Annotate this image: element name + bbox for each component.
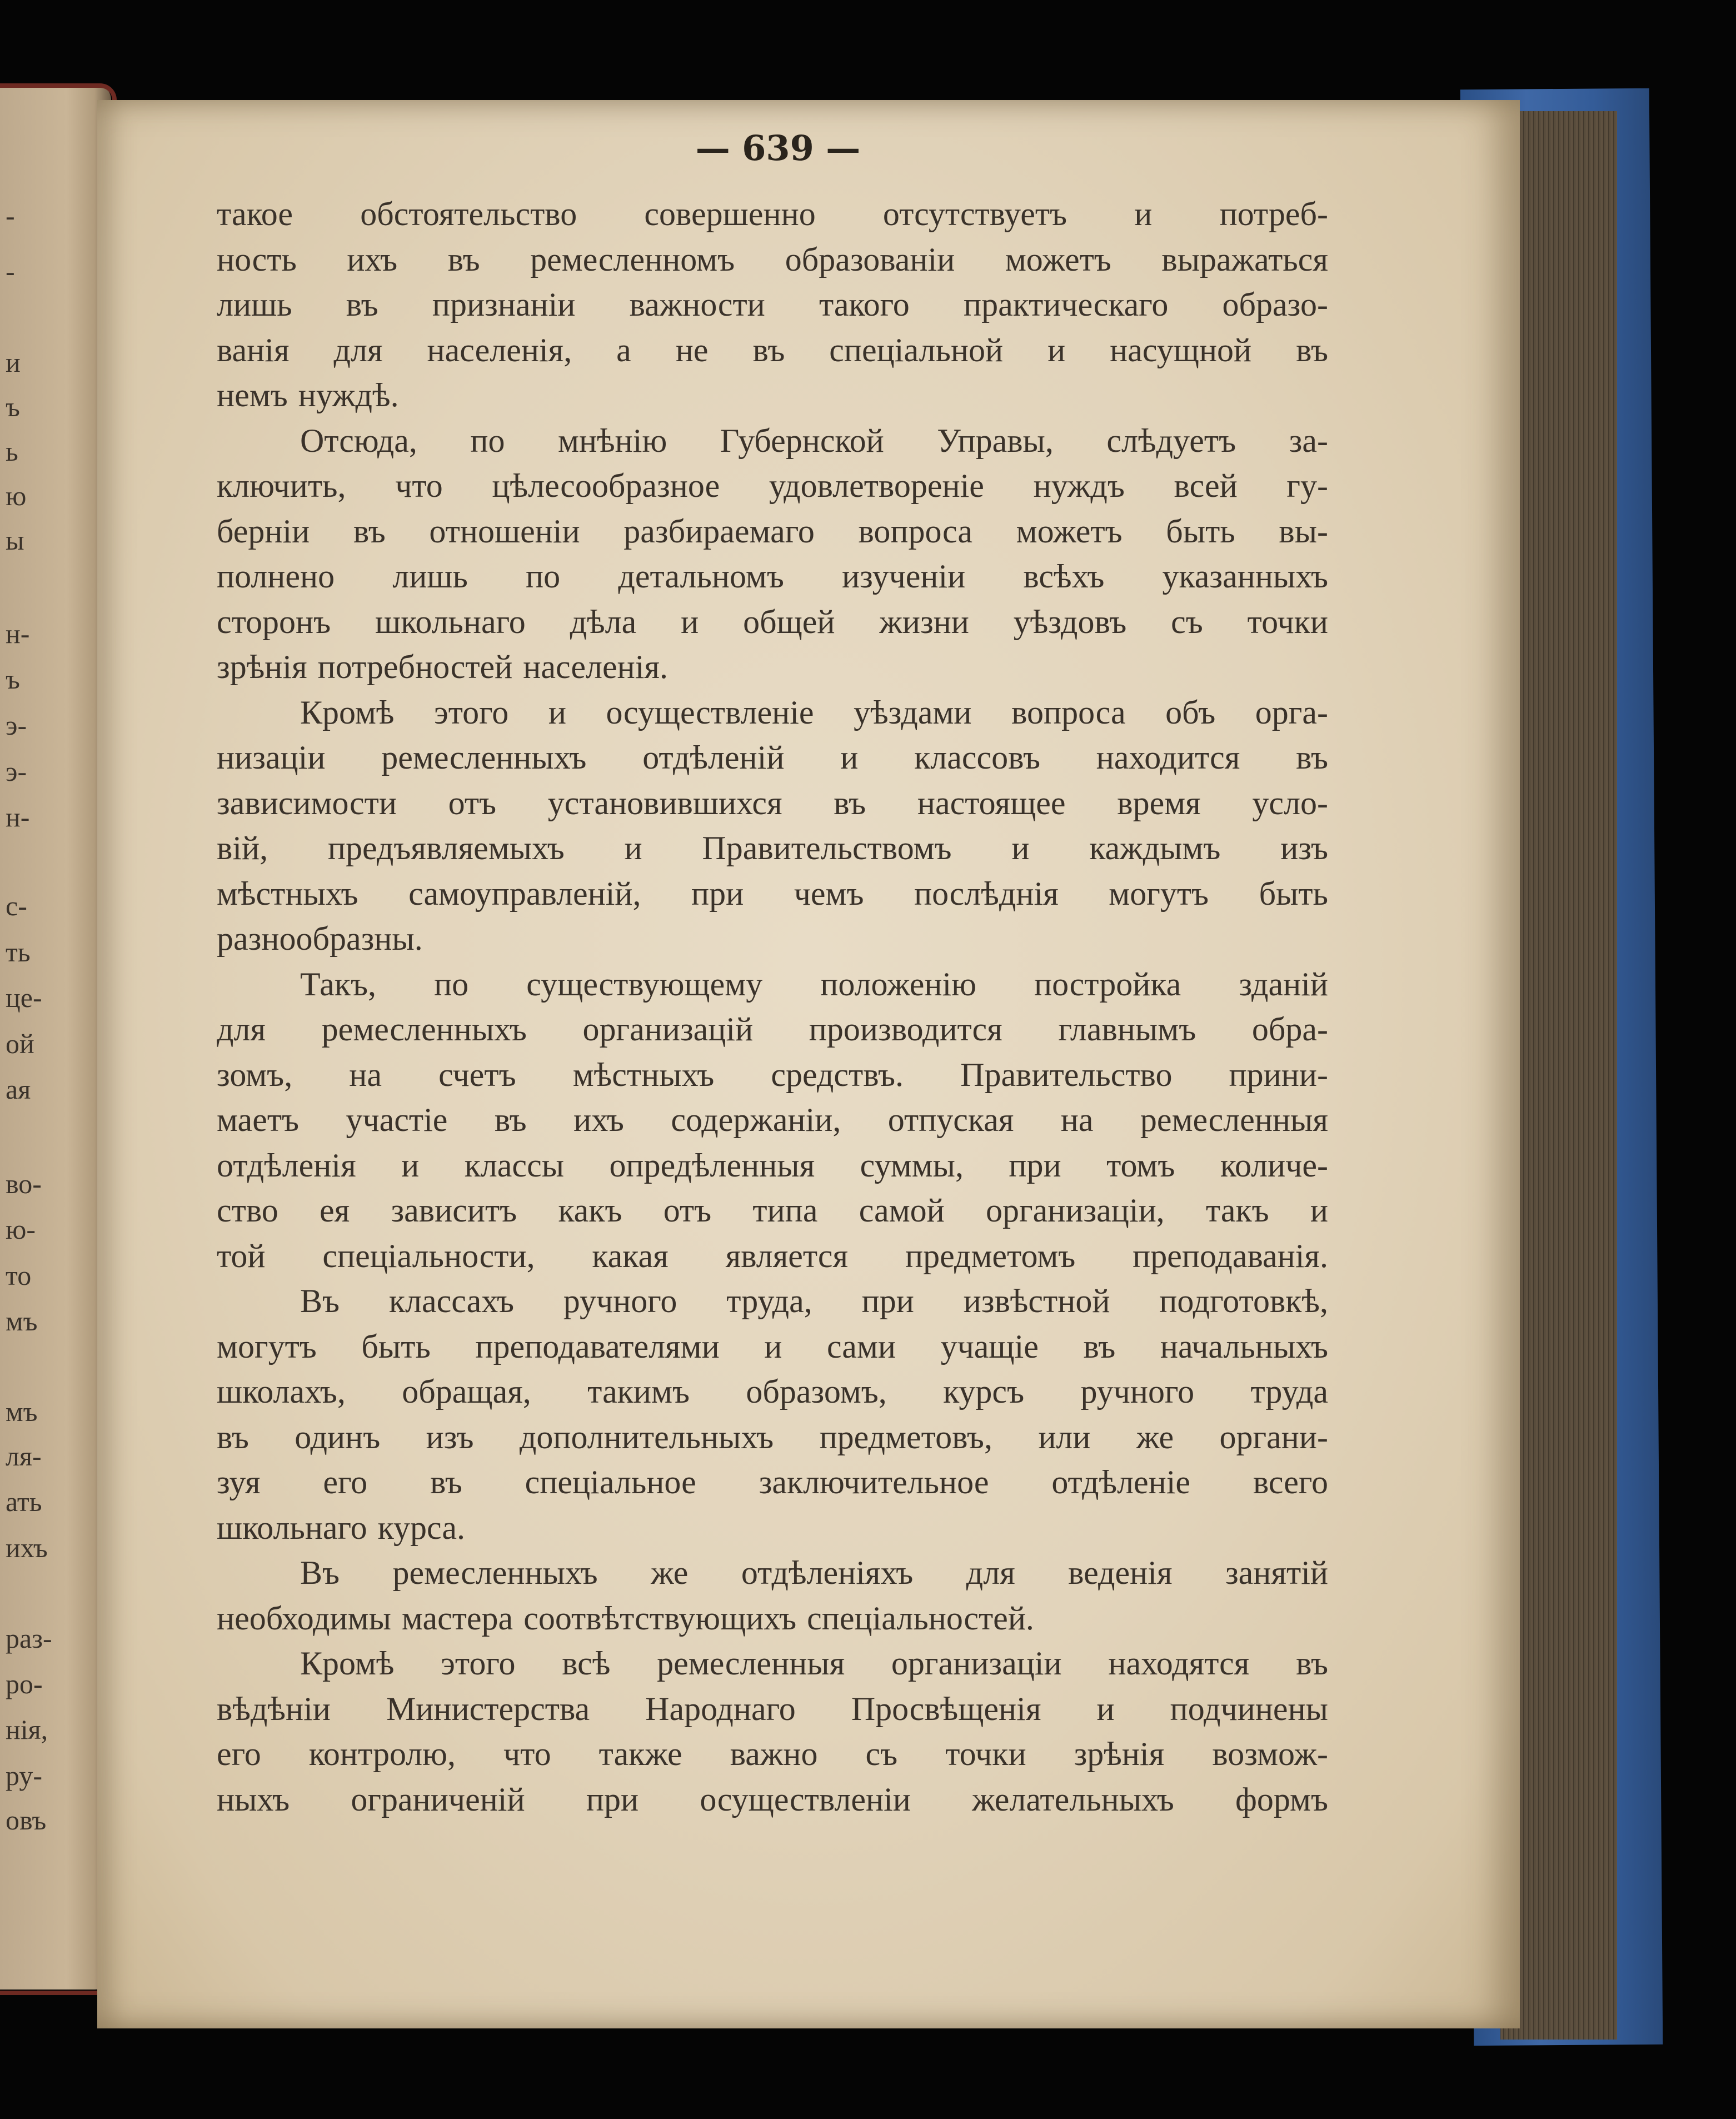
text-line: отдѣленія и классы опредѣленныя суммы, при томъ количе- — [217, 1146, 1328, 1184]
text-line: немъ нуждѣ. — [217, 377, 399, 413]
page-body — [217, 192, 1328, 1822]
text-line: Въ классахъ ручного труда, при извѣстной подготовкѣ, — [300, 1283, 1328, 1319]
text-line: мѣстныхъ самоуправленій, при чемъ послѣднія могутъ быть — [217, 875, 1328, 912]
text-line: Кромѣ этого всѣ ремесленныя организаціи находятся въ — [300, 1645, 1328, 1682]
text-line: разнообразны. — [217, 920, 423, 957]
left-fragment: н- — [6, 618, 30, 649]
text-line: полнено лишь по детальномъ изученіи всѣхъ указанныхъ — [217, 558, 1328, 595]
left-fragment: ъ — [6, 664, 20, 695]
text-line: лишь въ признаніи важности такого практическаго образо- — [217, 286, 1328, 323]
text-line: Въ ремесленныхъ же отдѣленіяхъ для веденія занятій — [300, 1554, 1328, 1591]
left-fragment: - — [6, 200, 15, 231]
left-fragment: ю — [6, 480, 27, 511]
left-fragment: во- — [6, 1168, 42, 1199]
left-fragment: ы — [6, 525, 24, 556]
text-line: зуя его въ спеціальное заключительное отдѣленіе всего — [217, 1464, 1328, 1500]
text-line: его контролю, что также важно съ точки зрѣнія возмож- — [217, 1736, 1328, 1772]
left-fragment: ая — [6, 1074, 31, 1105]
left-fragment: ю- — [6, 1214, 36, 1245]
text-line: Отсюда, по мнѣнію Губернской Управы, слѣдуетъ за- — [300, 422, 1328, 459]
text-line: низаціи ремесленныхъ отдѣленій и классовъ находится въ — [217, 739, 1328, 776]
left-fragment: нія, — [6, 1714, 48, 1745]
text-line: ныхъ ограниченій при осуществленіи желательныхъ формъ — [217, 1781, 1328, 1818]
text-line: такое обстоятельство совершенно отсутствуетъ и потреб- — [217, 196, 1328, 232]
left-fragment: ля- — [6, 1440, 42, 1472]
text-line: могутъ быть преподавателями и сами учащіе въ начальныхъ — [217, 1328, 1328, 1365]
left-page-text — [0, 0, 111, 2119]
text-line: зомъ, на счетъ мѣстныхъ средствъ. Правительство прини- — [217, 1056, 1328, 1093]
left-fragment: ру- — [6, 1760, 42, 1791]
text-line: берніи въ отношеніи разбираемаго вопроса можетъ быть вы- — [217, 512, 1328, 550]
text-line: ность ихъ въ ремесленномъ образованіи можетъ выражаться — [217, 241, 1328, 278]
left-fragment: овъ — [6, 1804, 47, 1836]
text-line: маетъ участіе въ ихъ содержаніи, отпуская на ремесленныя — [217, 1101, 1328, 1138]
text-line: школьнаго курса. — [217, 1509, 465, 1546]
text-line: ство ея зависитъ какъ отъ типа самой организаціи, такъ и — [217, 1192, 1328, 1229]
text-line: школахъ, обращая, такимъ образомъ, курсъ ручного труда — [217, 1373, 1328, 1410]
text-line: вѣдѣніи Министерства Народнаго Просвѣщенія и подчинены — [217, 1690, 1328, 1727]
left-fragment: и — [6, 347, 21, 378]
left-fragment: раз- — [6, 1623, 52, 1654]
left-fragment: с- — [6, 890, 27, 921]
text-line: въ одинъ изъ дополнительныхъ предметовъ, или же органи- — [217, 1418, 1328, 1455]
text-line: Такъ, по существующему положенію постройка зданій — [300, 965, 1328, 1003]
left-fragment: э- — [6, 756, 27, 787]
text-line: необходимы мастера соотвѣтствующихъ спеціальностей. — [217, 1599, 1034, 1637]
text-line: ванія для населенія, а не въ спеціальной и насущной въ — [217, 331, 1328, 368]
text-line: вій, предъявляемыхъ и Правительствомъ и каждымъ изъ — [217, 830, 1328, 866]
left-fragment: ро- — [6, 1668, 43, 1699]
left-fragment: це- — [6, 982, 42, 1013]
text-line: ключить, что цѣлесообразное удовлетвореніе нуждъ всей гу- — [217, 467, 1328, 504]
left-fragment: то — [6, 1260, 32, 1291]
left-fragment: мъ — [6, 1396, 38, 1427]
text-line: зависимости отъ установившихся въ настоящее время усло- — [217, 784, 1328, 821]
text-line: сторонъ школьнаго дѣла и общей жизни уѣздовъ съ точки — [217, 603, 1328, 640]
text-line: зрѣнія потребностей населенія. — [217, 649, 668, 685]
left-fragment: ь — [6, 436, 18, 467]
left-fragment: ихъ — [6, 1532, 48, 1563]
left-fragment: мъ — [6, 1305, 38, 1337]
left-fragment: ъ — [6, 391, 20, 422]
left-fragment: ать — [6, 1486, 42, 1517]
text-line: той спеціальности, какая является предметомъ преподаванія. — [217, 1237, 1328, 1274]
left-fragment: ть — [6, 936, 31, 968]
left-fragment: - — [6, 256, 15, 287]
left-fragment: н- — [6, 801, 30, 832]
text-line: Кромѣ этого и осуществленіе уѣздами вопроса объ орга- — [300, 694, 1328, 731]
text-line: для ремесленныхъ организацій производится главнымъ обра- — [217, 1011, 1328, 1048]
page-number: — 639 — — [695, 128, 861, 168]
left-fragment: э- — [6, 710, 27, 741]
left-fragment: ой — [6, 1028, 34, 1059]
